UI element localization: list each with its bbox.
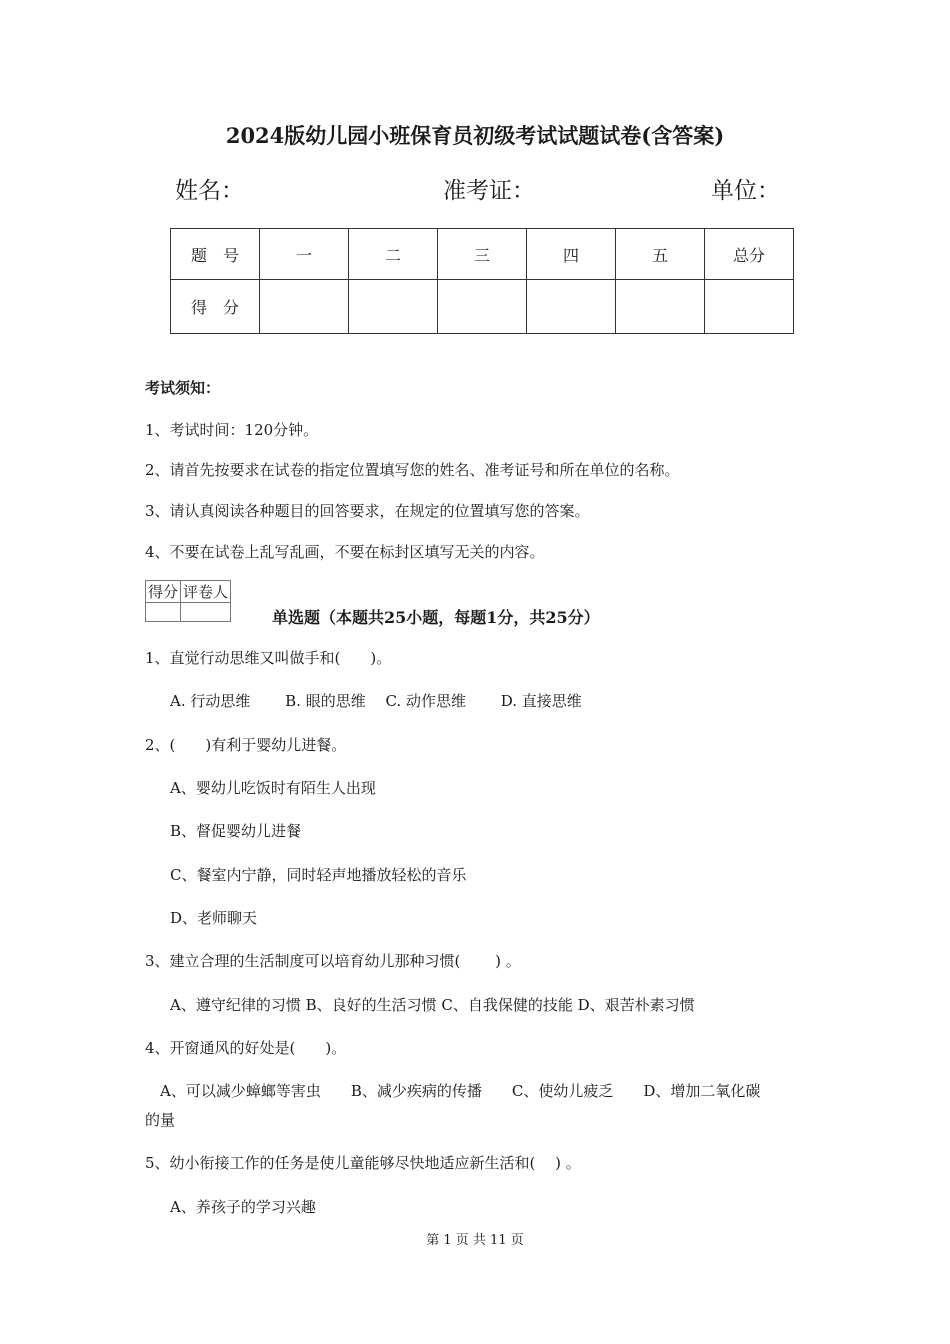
grader-score-label: 得分	[146, 581, 181, 603]
score-table-score-row	[171, 280, 794, 334]
grader-box	[145, 580, 231, 622]
question-2-option-d: D、老师聊天	[170, 909, 258, 927]
score-cell[interactable]	[438, 280, 527, 334]
question-1-options: A. 行动思维 B. 眼的思维 C. 动作思维 D. 直接思维	[170, 692, 582, 710]
question-3: 3、建立合理的生活制度可以培育幼儿那种习惯( ) 。	[145, 952, 521, 970]
name-field-label: 姓名：	[175, 178, 244, 204]
question-2-option-a: A、婴幼儿吃饭时有陌生人出现	[170, 779, 376, 797]
question-3-options: A、遵守纪律的习惯 B、良好的生活习惯 C、自我保健的技能 D、艰苦朴素习惯	[170, 996, 695, 1014]
question-2-option-b: B、督促婴幼儿进餐	[170, 822, 302, 840]
page-footer: 第 1 页 共 11 页	[426, 1233, 524, 1248]
score-cell[interactable]	[527, 280, 616, 334]
score-table-header-cell: 总分	[705, 229, 794, 280]
exam-number-field-label: 准考证：	[443, 178, 535, 204]
question-4-options: A、可以减少蟑螂等害虫 B、减少疾病的传播 C、使幼儿疲乏 D、增加二氧化碳	[145, 1082, 761, 1100]
section-title: 单选题（本题共25小题，每题1分，共25分）	[272, 608, 600, 627]
exam-notes-heading: 考试须知：	[145, 379, 221, 397]
question-1: 1、直觉行动思维又叫做手和( )。	[145, 649, 392, 667]
score-table-header-row	[171, 229, 794, 280]
score-table-header-cell: 四	[527, 229, 616, 280]
score-table-header-cell: 五	[616, 229, 705, 280]
score-table-header-cell: 三	[438, 229, 527, 280]
score-row-label: 得 分	[171, 280, 260, 334]
page-title: 2024版幼儿园小班保育员初级考试试题试卷(含答案)	[225, 123, 725, 148]
score-table-header-cell: 二	[349, 229, 438, 280]
score-cell[interactable]	[705, 280, 794, 334]
score-table-header-cell: 题 号	[171, 229, 260, 280]
unit-field-label: 单位：	[711, 178, 780, 204]
grader-score-cell[interactable]	[146, 603, 181, 622]
score-table	[170, 228, 794, 334]
exam-note-item: 3、请认真阅读各种题目的回答要求，在规定的位置填写您的答案。	[145, 502, 590, 520]
question-2-option-c: C、餐室内宁静，同时轻声地播放轻松的音乐	[170, 866, 467, 884]
grader-name-label: 评卷人	[181, 581, 231, 603]
question-4: 4、开窗通风的好处是( )。	[145, 1039, 347, 1057]
exam-note-item: 4、不要在试卷上乱写乱画，不要在标封区填写无关的内容。	[145, 543, 545, 561]
score-table-header-cell: 一	[260, 229, 349, 280]
score-cell[interactable]	[616, 280, 705, 334]
exam-note-item: 2、请首先按要求在试卷的指定位置填写您的姓名、准考证号和所在单位的名称。	[145, 461, 680, 479]
score-cell[interactable]	[260, 280, 349, 334]
question-2: 2、( )有利于婴幼儿进餐。	[145, 736, 347, 754]
grader-name-cell[interactable]	[181, 603, 231, 622]
question-4-options-continued: 的量	[145, 1111, 176, 1129]
question-5: 5、幼小衔接工作的任务是使儿童能够尽快地适应新生活和( ) 。	[145, 1154, 581, 1172]
question-5-option-a: A、养孩子的学习兴趣	[170, 1198, 316, 1216]
score-cell[interactable]	[349, 280, 438, 334]
exam-note-item: 1、考试时间：120分钟。	[145, 421, 319, 439]
